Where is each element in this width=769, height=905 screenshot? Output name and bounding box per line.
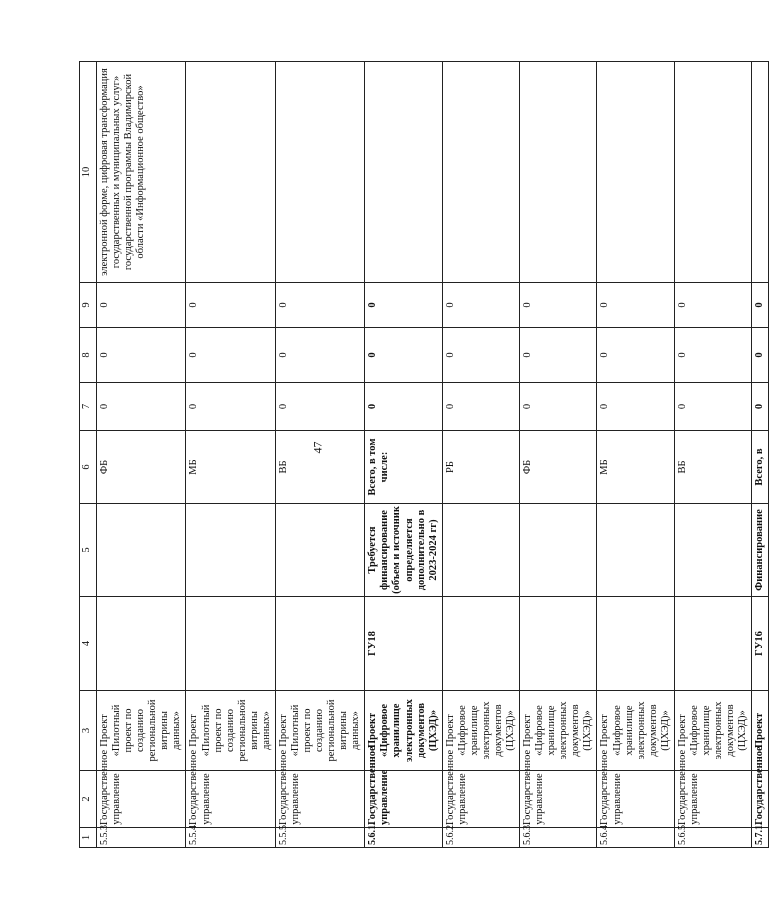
funding-source: ФБ — [520, 431, 597, 504]
organization: Государственное управление — [520, 771, 597, 828]
row-number: 5.6.4. — [597, 828, 674, 848]
financing-note — [275, 504, 364, 597]
program-reference — [752, 62, 769, 283]
table-body — [80, 62, 769, 848]
column-header: 3 — [80, 691, 97, 771]
value-col9: 0 — [752, 283, 769, 328]
program-reference — [597, 62, 674, 283]
column-header: 10 — [80, 62, 97, 283]
value-col8: 0 — [752, 328, 769, 383]
organization: Государственное управление — [365, 771, 442, 828]
row-number: 5.6.5. — [674, 828, 751, 848]
value-col9: 0 — [442, 283, 519, 328]
value-col9: 0 — [597, 283, 674, 328]
project-code — [520, 597, 597, 691]
organization: Государственное управление — [442, 771, 519, 828]
funding-source: МБ — [597, 431, 674, 504]
program-table — [79, 61, 769, 848]
value-col9: 0 — [520, 283, 597, 328]
page-number: 47 — [310, 441, 325, 454]
value-col9: 0 — [275, 283, 364, 328]
value-col8: 0 — [97, 328, 186, 383]
program-reference — [674, 62, 751, 283]
project-name: Проект «Пилотный проект по созданию региональной витрины данных» — [275, 691, 364, 771]
project-name: Проект — [752, 691, 769, 771]
value-col7: 0 — [442, 383, 519, 431]
project-code — [186, 597, 275, 691]
financing-note: Требуется финансирование (объем и источник определяется дополнительно в 2023-2024 гг) — [365, 504, 442, 597]
program-reference — [365, 62, 442, 283]
funding-source: ВБ — [674, 431, 751, 504]
project-name: Проект «Цифровое хранилище электронных документов (ЦХЭД)» — [674, 691, 751, 771]
column-header: 4 — [80, 597, 97, 691]
value-col7: 0 — [186, 383, 275, 431]
funding-source: Всего, в том числе: — [365, 431, 442, 504]
organization: Государственное — [752, 771, 769, 828]
project-name: Проект «Цифровое хранилище электронных документов (ЦХЭД)» — [597, 691, 674, 771]
value-col9: 0 — [674, 283, 751, 328]
value-col7: 0 — [520, 383, 597, 431]
row-number: 5.5.4. — [186, 828, 275, 848]
program-reference — [442, 62, 519, 283]
project-name: Проект «Цифровое хранилище электронных документов (ЦХЭД)» — [365, 691, 442, 771]
value-col8: 0 — [520, 328, 597, 383]
program-reference — [186, 62, 275, 283]
table-row — [752, 62, 769, 848]
value-col8: 0 — [365, 328, 442, 383]
table-row — [520, 62, 597, 848]
project-name: Проект «Пилотный проект по созданию региональной витрины данных» — [186, 691, 275, 771]
funding-source: Всего, в — [752, 431, 769, 504]
financing-note — [97, 504, 186, 597]
project-code — [597, 597, 674, 691]
value-col8: 0 — [674, 328, 751, 383]
value-col8: 0 — [597, 328, 674, 383]
organization: Государственное управление — [186, 771, 275, 828]
value-col7: 0 — [275, 383, 364, 431]
project-name: Проект «Цифровое хранилище электронных документов (ЦХЭД)» — [520, 691, 597, 771]
value-col8: 0 — [186, 328, 275, 383]
table-rotation-frame — [79, 62, 766, 848]
table-row — [275, 62, 364, 848]
project-name: Проект «Пилотный проект по созданию региональной витрины данных» — [97, 691, 186, 771]
project-code — [442, 597, 519, 691]
value-col9: 0 — [186, 283, 275, 328]
project-code — [674, 597, 751, 691]
program-reference: электронной форме, цифровая трансформация государственных и муниципальных услуг» государственной программы Владимирской области «Информационное общество» — [97, 62, 186, 283]
financing-note — [520, 504, 597, 597]
column-header: 2 — [80, 771, 97, 828]
financing-note — [597, 504, 674, 597]
column-header: 7 — [80, 383, 97, 431]
table-row — [97, 62, 186, 848]
funding-source: ФБ — [97, 431, 186, 504]
row-number: 5.6.2. — [442, 828, 519, 848]
column-header: 1 — [80, 828, 97, 848]
column-number-row — [80, 62, 97, 848]
row-number: 5.7.1. — [752, 828, 769, 848]
value-col9: 0 — [365, 283, 442, 328]
table-row — [186, 62, 275, 848]
funding-source: РБ — [442, 431, 519, 504]
financing-note: Финансирование — [752, 504, 769, 597]
project-name: Проект «Цифровое хранилище электронных документов (ЦХЭД)» — [442, 691, 519, 771]
organization: Государственное управление — [97, 771, 186, 828]
column-header: 9 — [80, 283, 97, 328]
column-header: 5 — [80, 504, 97, 597]
organization: Государственное управление — [674, 771, 751, 828]
table-landscape — [79, 62, 766, 848]
program-reference — [275, 62, 364, 283]
project-code — [275, 597, 364, 691]
project-code — [97, 597, 186, 691]
value-col9: 0 — [97, 283, 186, 328]
row-number: 5.5.5. — [275, 828, 364, 848]
value-col8: 0 — [275, 328, 364, 383]
column-header: 6 — [80, 431, 97, 504]
financing-note — [674, 504, 751, 597]
column-header: 8 — [80, 328, 97, 383]
table-row — [674, 62, 751, 848]
financing-note — [186, 504, 275, 597]
value-col7: 0 — [97, 383, 186, 431]
value-col7: 0 — [674, 383, 751, 431]
project-code: ГУ18 — [365, 597, 442, 691]
row-number: 5.6.3. — [520, 828, 597, 848]
value-col8: 0 — [442, 328, 519, 383]
value-col7: 0 — [597, 383, 674, 431]
table-row — [442, 62, 519, 848]
financing-note — [442, 504, 519, 597]
row-number: 5.5.3. — [97, 828, 186, 848]
table-row — [365, 62, 442, 848]
funding-source: ВБ — [275, 431, 364, 504]
program-reference — [520, 62, 597, 283]
funding-source: МБ — [186, 431, 275, 504]
value-col7: 0 — [365, 383, 442, 431]
row-number: 5.6.1. — [365, 828, 442, 848]
value-col7: 0 — [752, 383, 769, 431]
project-code: ГУ16 — [752, 597, 769, 691]
organization: Государственное управление — [597, 771, 674, 828]
table-row — [597, 62, 674, 848]
organization: Государственное управление — [275, 771, 364, 828]
